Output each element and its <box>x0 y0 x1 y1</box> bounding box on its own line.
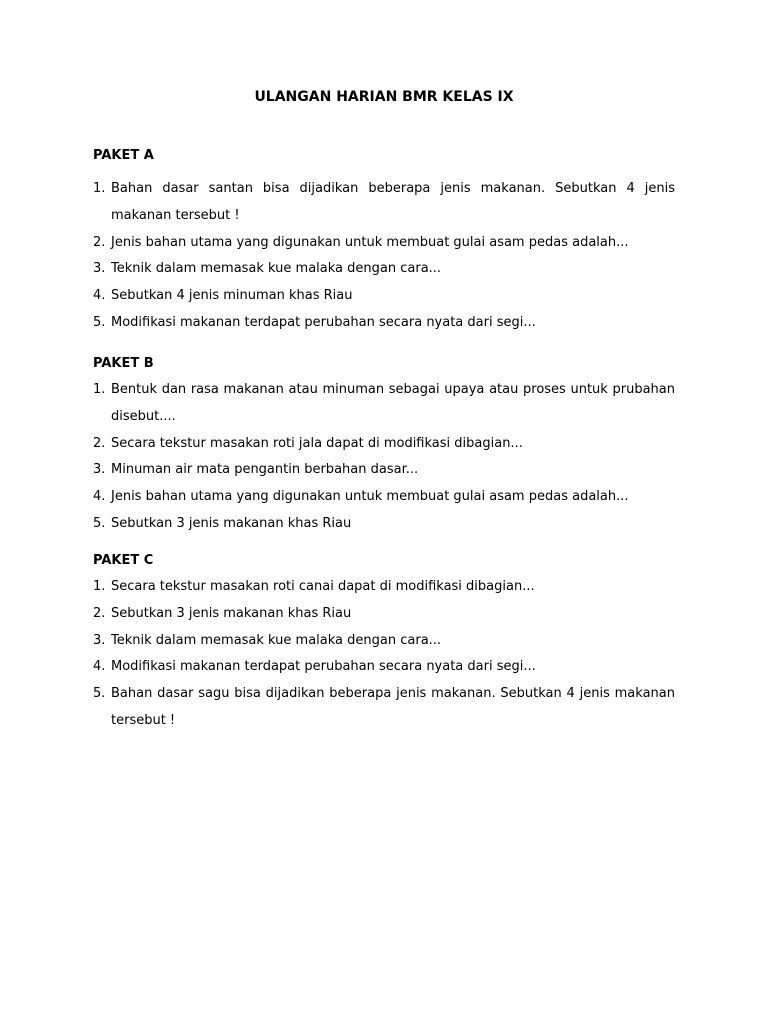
question-number: 4. <box>93 659 106 675</box>
paket-c-questions <box>93 574 675 735</box>
question-item <box>93 431 675 458</box>
paket-a-label: PAKET A <box>93 148 154 163</box>
question-number: 1. <box>93 382 106 397</box>
question-number: 4. <box>93 288 106 304</box>
question-item <box>93 256 675 283</box>
question-text: Teknik dalam memasak kue malaka dengan cara... <box>111 632 442 648</box>
question-item <box>93 511 675 538</box>
question-text: Sebutkan 3 jenis makanan khas Riau <box>111 605 352 621</box>
question-item <box>93 681 675 735</box>
question-number: 1. <box>93 579 106 594</box>
question-item <box>93 654 675 681</box>
question-item <box>93 601 675 628</box>
question-item <box>93 310 675 337</box>
question-text: Bentuk dan rasa makanan atau minuman sebagai upaya atau proses untuk prubahan disebut.... <box>111 382 675 424</box>
question-number: 5. <box>93 515 106 531</box>
question-item <box>93 574 675 601</box>
question-item <box>93 628 675 655</box>
question-item <box>93 377 675 431</box>
question-text: Jenis bahan utama yang digunakan untuk membuat gulai asam pedas adalah... <box>111 489 629 505</box>
paket-a-questions <box>93 176 675 337</box>
question-text: Modifikasi makanan terdapat perubahan secara nyata dari segi... <box>111 659 536 675</box>
paket-b-label: PAKET B <box>93 356 154 371</box>
question-number: 4. <box>93 489 106 505</box>
question-number: 2. <box>93 435 106 451</box>
question-number: 3. <box>93 261 106 277</box>
question-item <box>93 457 675 484</box>
question-item <box>93 230 675 257</box>
question-text: Secara tekstur masakan roti jala dapat di modifikasi dibagian... <box>111 435 523 451</box>
paket-b-section <box>93 356 675 538</box>
paket-a-section <box>93 148 675 337</box>
paket-c-label: PAKET C <box>93 553 154 568</box>
question-text: Sebutkan 4 jenis minuman khas Riau <box>111 288 353 304</box>
question-item <box>93 176 675 230</box>
question-item <box>93 484 675 511</box>
question-text: Secara tekstur masakan roti canai dapat di modifikasi dibagian... <box>111 579 535 594</box>
question-text: Sebutkan 3 jenis makanan khas Riau <box>111 515 352 531</box>
question-number: 3. <box>93 632 106 648</box>
question-item <box>93 283 675 310</box>
question-number: 5. <box>93 314 106 330</box>
question-text: Modifikasi makanan terdapat perubahan secara nyata dari segi... <box>111 314 536 330</box>
question-text: Minuman air mata pengantin berbahan dasar... <box>111 462 419 478</box>
paket-b-questions <box>93 377 675 538</box>
question-text: Bahan dasar santan bisa dijadikan beberapa jenis makanan. Sebutkan 4 jenis makanan tersebut ! <box>111 181 675 223</box>
page-title: ULANGAN HARIAN BMR KELAS IX <box>254 89 514 105</box>
question-text: Teknik dalam memasak kue malaka dengan cara... <box>111 261 442 277</box>
question-text: Bahan dasar sagu bisa dijadikan beberapa jenis makanan. Sebutkan 4 jenis makanan tersebut ! <box>111 686 675 728</box>
question-text: Jenis bahan utama yang digunakan untuk membuat gulai asam pedas adalah... <box>111 234 629 250</box>
paket-c-section <box>93 553 675 735</box>
question-number: 2. <box>93 605 106 621</box>
question-number: 3. <box>93 462 106 478</box>
question-number: 1. <box>93 181 106 196</box>
question-number: 5. <box>93 686 106 702</box>
question-number: 2. <box>93 234 106 250</box>
